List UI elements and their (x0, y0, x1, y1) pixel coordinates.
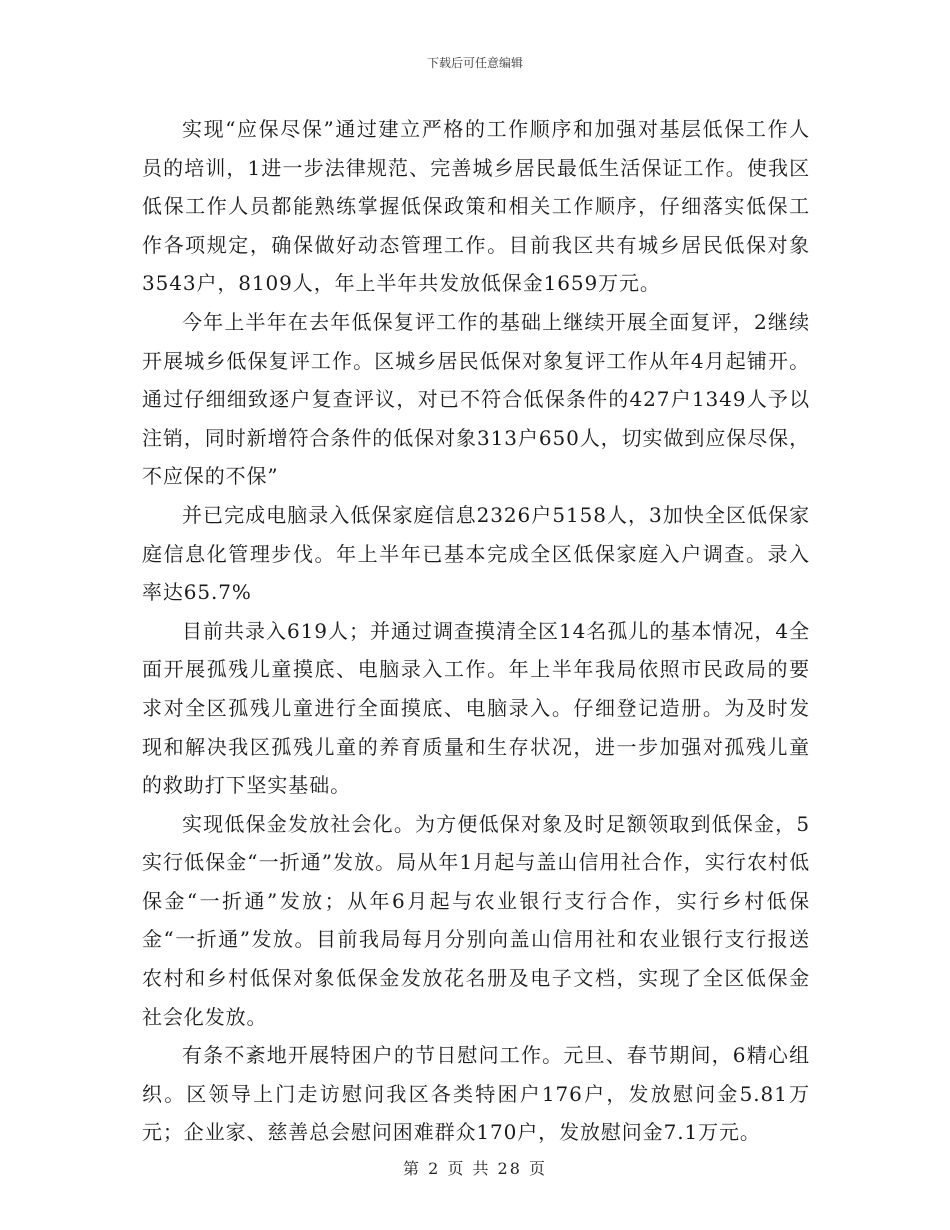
document-body (142, 110, 810, 1152)
page-number-footer: 第 2 页 共 28 页 (403, 1159, 547, 1178)
paragraph-2: 今年上半年在去年低保复评工作的基础上继续开展全面复评，2继续开展城乡低保复评工作。区城乡居民低保对象复评工作从年4月起铺开。通过仔细细致逐户复查评议，对已不符合低保条件的427户1349人予以注销，同时新增符合条件的低保对象313户650人，切实做到应保尽保，不应保的不保” (142, 309, 810, 489)
paragraph-3: 并已完成电脑录入低保家庭信息2326户5158人，3加快全区低保家庭信息化管理步伐。年上半年已基本完成全区低保家庭入户调查。录入率达65.7% (142, 502, 810, 605)
paragraph-4: 目前共录入619人；并通过调查摸清全区14名孤儿的基本情况，4全面开展孤残儿童摸底、电脑录入工作。年上半年我局依照市民政局的要求对全区孤残儿童进行全面摸底、电脑录入。仔细登记造册。为及时发现和解决我区孤残儿童的养育质量和生存状况，进一步加强对孤残儿童的救助打下坚实基础。 (142, 618, 810, 798)
paragraph-5: 实现低保金发放社会化。为方便低保对象及时足额领取到低保金，5实行低保金“一折通”发放。局从年1月起与盖山信用社合作，实行农村低保金“一折通”发放；从年6月起与农业银行支行合作，实行乡村低保金“一折通”发放。目前我局每月分别向盖山信用社和农业银行支行报送农村和乡村低保对象低保金发放花名册及电子文档，实现了全区低保金社会化发放。 (142, 811, 810, 1029)
paragraph-6: 有条不紊地开展特困户的节日慰问工作。元旦、春节期间，6精心组织。区领导上门走访慰问我区各类特困户176户，发放慰问金5.81万元；企业家、慈善总会慰问困难群众170户，发放慰问金7.1万元。 (142, 1043, 810, 1145)
page-header: 下载后可任意编辑 (426, 56, 523, 70)
paragraph-1: 实现“应保尽保”通过建立严格的工作顺序和加强对基层低保工作人员的培训，1进一步法律规范、完善城乡居民最低生活保证工作。使我区低保工作人员都能熟练掌握低保政策和相关工作顺序，仔细落实低保工作各项规定，确保做好动态管理工作。目前我区共有城乡居民低保对象3543户，8109人，年上半年共发放低保金1659万元。 (142, 117, 810, 296)
